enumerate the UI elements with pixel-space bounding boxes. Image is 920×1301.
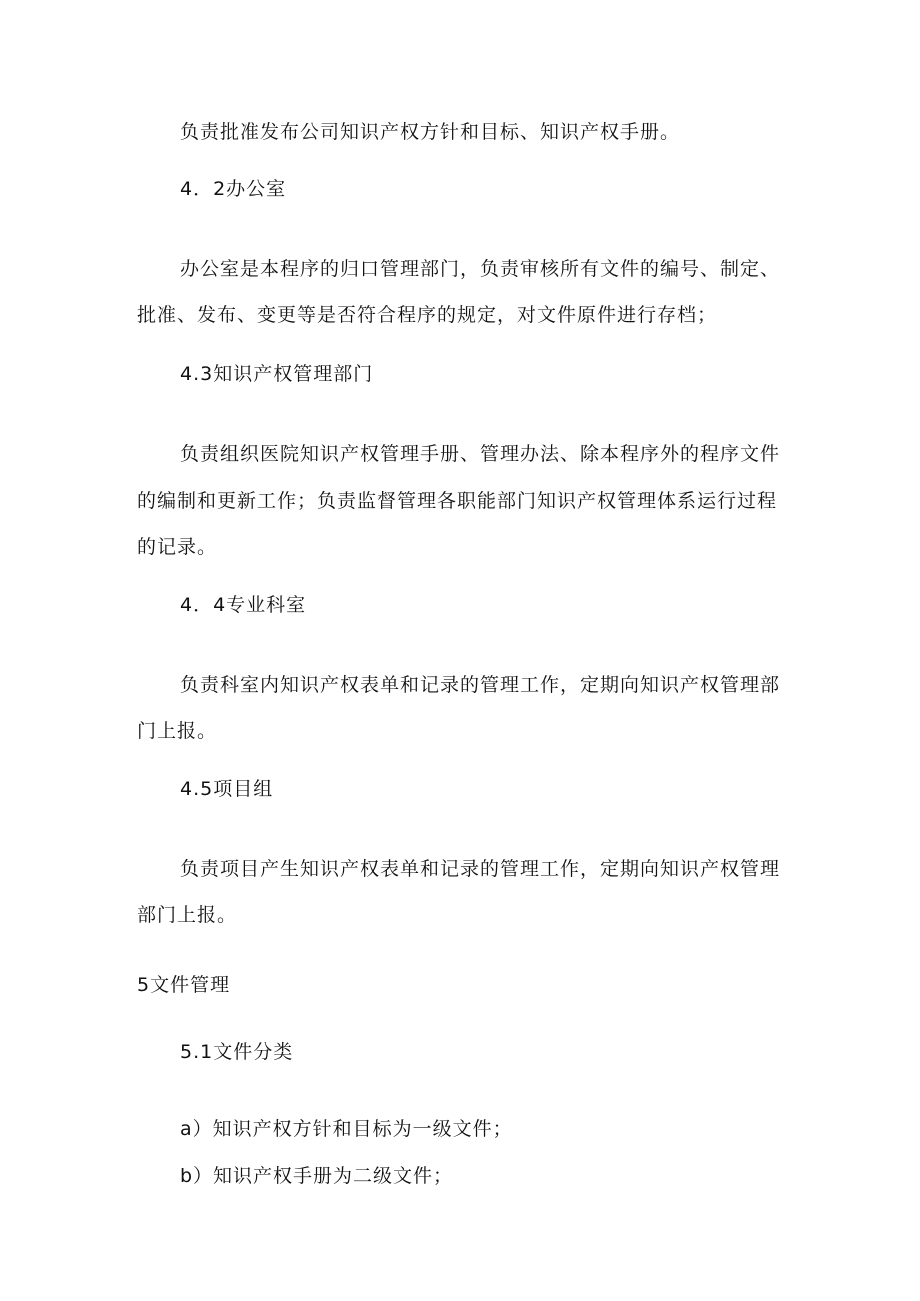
paragraph-project-line-1: 负责项目产生知识产权表单和记录的管理工作，定期向知识产权管理 — [180, 858, 781, 880]
list-item-a: a）知识产权方针和目标为一级文件； — [180, 1118, 513, 1140]
paragraph-approve: 负责批准发布公司知识产权方针和目标、知识产权手册。 — [180, 121, 681, 143]
paragraph-office-line-2: 批准、发布、变更等是否符合程序的规定，对文件原件进行存档； — [137, 304, 718, 326]
list-item-b: b）知识产权手册为二级文件； — [180, 1165, 454, 1187]
heading-4-3: 4.3知识产权管理部门 — [180, 363, 374, 385]
paragraph-ip-line-1: 负责组织医院知识产权管理手册、管理办法、除本程序外的程序文件 — [180, 443, 781, 465]
paragraph-dept-line-1: 负责科室内知识产权表单和记录的管理工作，定期向知识产权管理部 — [180, 674, 781, 696]
heading-4-4: 4．4专业科室 — [180, 594, 307, 616]
paragraph-dept-line-2: 门上报。 — [137, 720, 218, 742]
heading-4-2: 4．2办公室 — [180, 178, 287, 200]
heading-5-1: 5.1文件分类 — [180, 1041, 294, 1063]
heading-4-5: 4.5项目组 — [180, 778, 274, 800]
paragraph-project-line-2: 部门上报。 — [137, 904, 238, 926]
paragraph-ip-line-3: 的记录。 — [137, 536, 218, 558]
heading-5: 5文件管理 — [137, 974, 231, 996]
paragraph-ip-line-2: 的编制和更新工作；负责监督管理各职能部门知识产权管理体系运行过程 — [137, 490, 778, 512]
paragraph-office-line-1: 办公室是本程序的归口管理部门，负责审核所有文件的编号、制定、 — [180, 258, 781, 280]
